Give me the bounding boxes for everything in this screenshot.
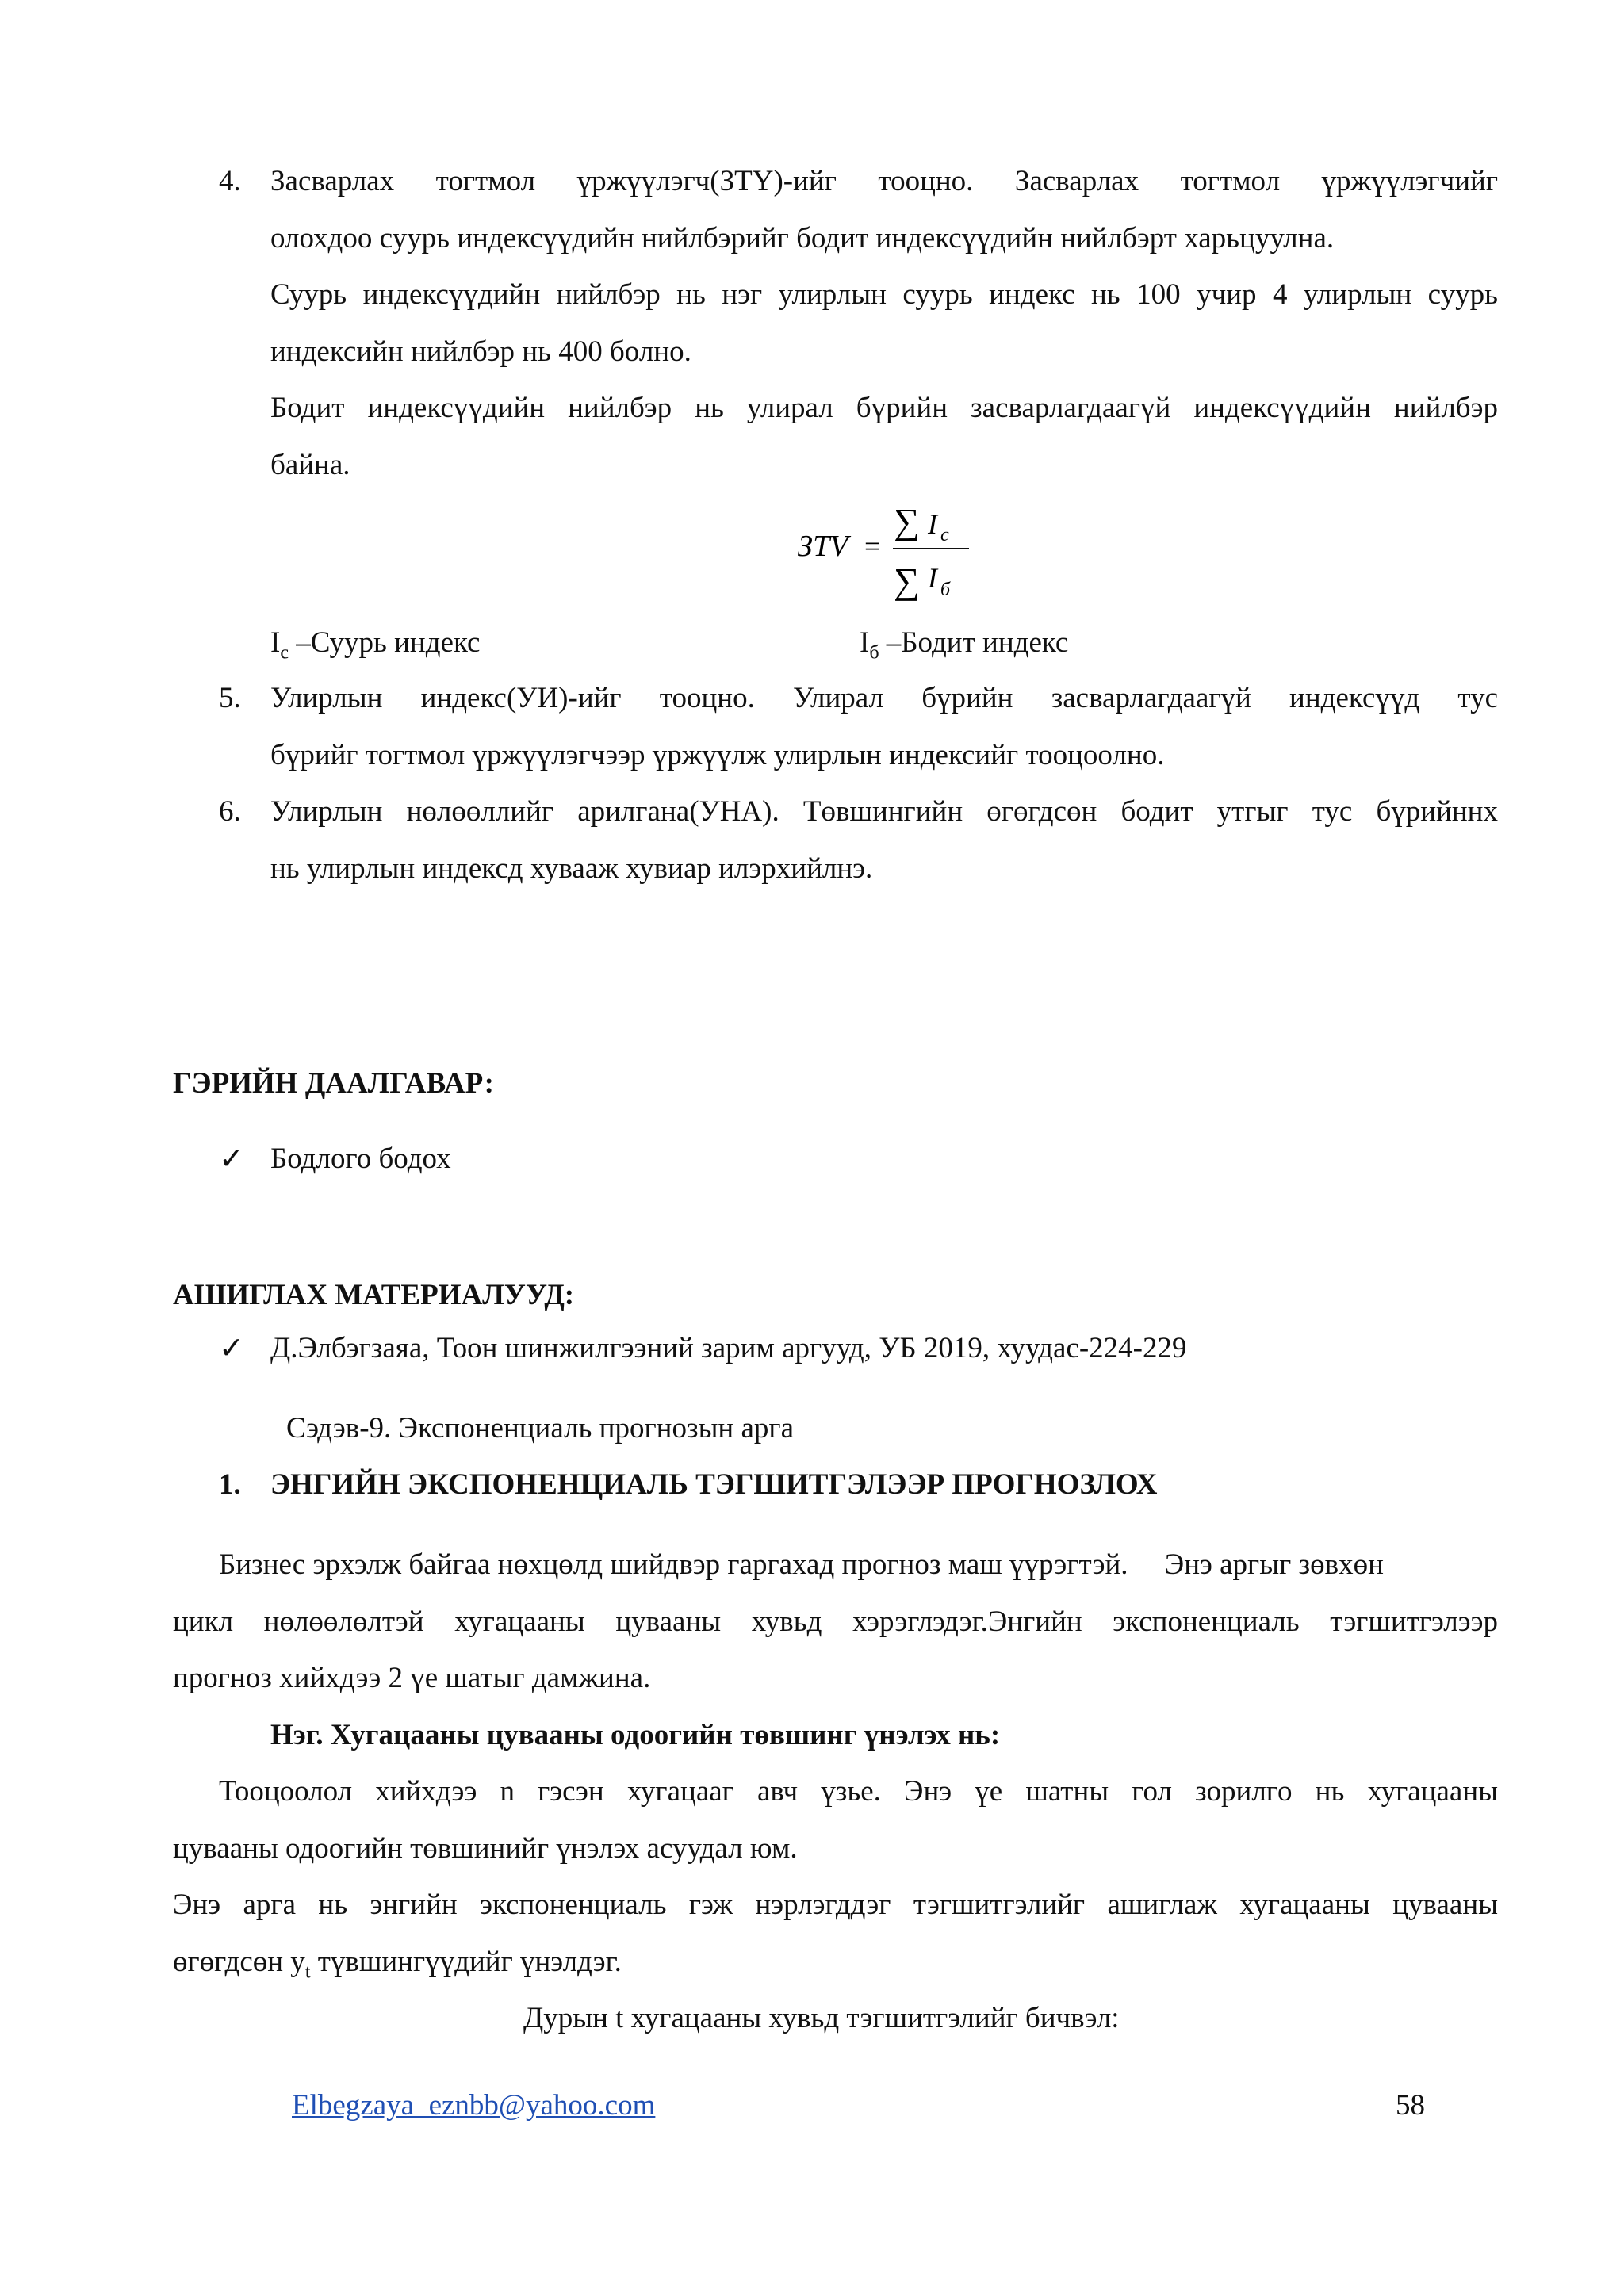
item-5-line-1: Улирлын индекс(УИ)-ийг тооцно. Улирал бүрийн засварлагдаагүй индексүүд тус (270, 682, 1498, 714)
topic-title: Сэдэв-9. Экспоненциаль прогнозын арга (286, 1412, 795, 1445)
list-number: 4. (219, 165, 241, 197)
item-4-line-5: Бодит индексүүдийн нийлбэр нь улирал бүрийн засварлагдаагүй индексүүдийн нийлбэр (270, 392, 1498, 424)
item-4-line-2: олохдоо суурь индексүүдийн нийлбэрийг бодит индексүүдийн нийлбэрт харьцуулна. (270, 222, 1335, 254)
para1-line-2: цикл нөлөөлөлтэй хугацааны цувааны хувьд хэрэглэдэг.Энгийн экспоненциаль тэгшитгэлээр (173, 1605, 1498, 1638)
formula-num-var: I (928, 508, 937, 540)
formula-sum-top: ∑ (894, 501, 920, 541)
legend-base-index: $I_с$ –Суурь индекс (270, 626, 481, 664)
formula-lhs: ЗТV (798, 530, 848, 563)
materials-item: Д.Элбэгзаяа, Тоон шинжилгээний зарим аргууд, УБ 2019, хуудас-224-229 (270, 1332, 1187, 1364)
item-6-line-1: Улирлын нөлөөллийг арилгана(УНА). Төвшингийн өгөгдсөн бодит утгыг тус бүрийннх (270, 795, 1498, 828)
legend-real-index: $I_б$ –Бодит индекс (860, 626, 1069, 664)
item-4-line-6: байна. (270, 449, 350, 481)
formula-den-var: I (928, 562, 937, 594)
para1-line-3: прогноз хийхдээ 2 үе шатыг дамжина. (173, 1662, 651, 1694)
page-number: 58 (1396, 2089, 1425, 2122)
formula (785, 492, 991, 610)
formula-equals: = (864, 530, 881, 562)
check-icon: ✓ (219, 1330, 244, 1365)
para3-line-1: Энэ арга нь энгийн экспоненциаль гэж нэрлэгддэг тэгшитгэлийг ашиглаж хугацааны цувааны (173, 1888, 1498, 1921)
formula-den-sub: б (940, 580, 951, 600)
item-4-line-3: Суурь индексүүдийн нийлбэр нь нэг улирлын суурь индекс нь 100 учир 4 улирлын суурь (270, 278, 1498, 311)
subheading: Нэг. Хугацааны цувааны одоогийн төвшинг үнэлэх нь: (270, 1719, 1001, 1751)
section-number: 1. (219, 1468, 241, 1501)
section-title: ЭНГИЙН ЭКСПОНЕНЦИАЛЬ ТЭГШИТГЭЛЭЭР ПРОГНОЗЛОХ (270, 1468, 1158, 1501)
item-4-line-1: Засварлах тогтмол үржүүлэгч(ЗТҮ)-ийг тооцно. Засварлах тогтмол үржүүлэгчийг (270, 165, 1498, 197)
footer-email-link[interactable]: Elbegzaya_eznbb@yahoo.com (292, 2089, 656, 2122)
materials-heading: АШИГЛАХ МАТЕРИАЛУУД: (173, 1279, 575, 1311)
item-4-line-4: индексийн нийлбэр нь 400 болно. (270, 335, 691, 368)
item-6-line-2: нь улирлын индексд хувааж хувиар илэрхийлнэ. (270, 852, 873, 885)
item-5-line-2: бүрийг тогтмол үржүүлэгчээр үржүүлж улирлын индексийг тооцоолно. (270, 739, 1165, 771)
para2-line-1: Тооцоолол хийхдээ n гэсэн хугацааг авч үзье. Энэ үе шатны гол зорилго нь хугацааны (219, 1775, 1498, 1808)
para3-line-2: өгөгдсөн $y_t$ түвшингүүдийг үнэлдэг. (173, 1946, 622, 1983)
formula-intro-line: Дурын t хугацааны хувьд тэгшитгэлийг бичвэл: (523, 2002, 1120, 2034)
para2-line-2: цувааны одоогийн төвшинийг үнэлэх асуудал юм. (173, 1832, 798, 1865)
formula-sum-bottom: ∑ (894, 561, 920, 601)
homework-item: Бодлого бодох (270, 1142, 451, 1175)
para1-line-1: Бизнес эрхэлж байгаа нөхцөлд шийдвэр гаргахад прогноз маш үүрэгтэй. Энэ аргыг зөвхөн (219, 1548, 1384, 1581)
formula-num-sub: с (940, 525, 949, 545)
list-number: 5. (219, 682, 241, 714)
check-icon: ✓ (219, 1141, 244, 1176)
list-number: 6. (219, 795, 241, 828)
homework-heading: ГЭРИЙН ДААЛГАВАР: (173, 1067, 494, 1100)
